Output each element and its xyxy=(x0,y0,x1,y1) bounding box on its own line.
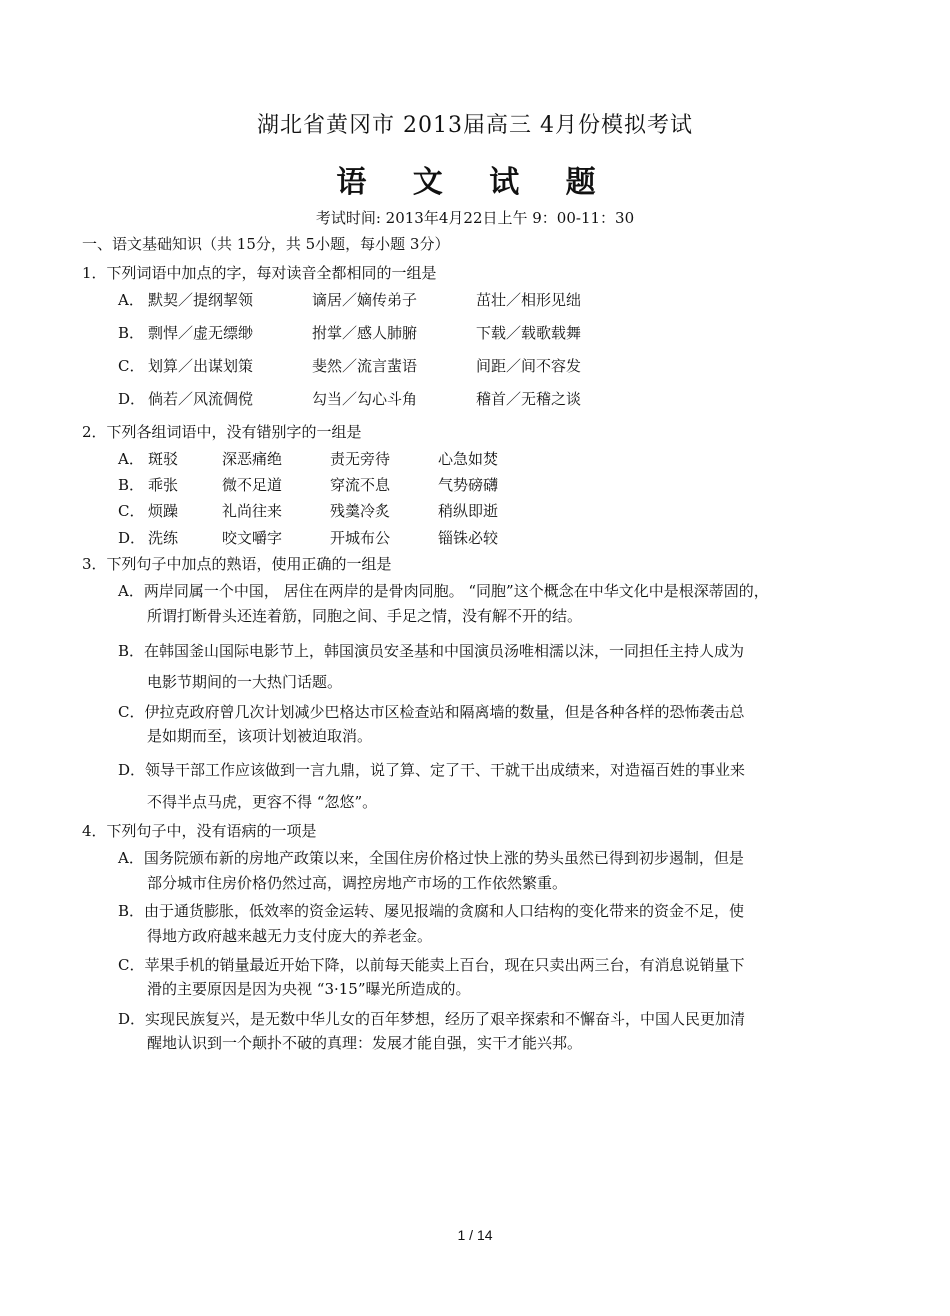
word-pair: 谪居／嫡传弟子 xyxy=(312,291,418,309)
word-pair: 斐然／流言蜚语 xyxy=(312,357,418,375)
option-label: C． xyxy=(118,502,145,520)
question-4-option-d-line2: 醒地认识到一个颠扑不破的真理：发展才能自强，实干才能兴邦。 xyxy=(147,1034,583,1052)
word: 穿流不息 xyxy=(330,476,391,494)
word: 责无旁待 xyxy=(330,450,391,468)
exam-title: 湖北省黄冈市 2013届高三 4月份模拟考试 xyxy=(257,113,693,138)
word-pair: 剽悍／虚无缥缈 xyxy=(148,324,254,342)
word: 稍纵即逝 xyxy=(438,502,499,520)
question-4-option-d-line1: D．实现民族复兴，是无数中华儿女的百年梦想，经历了艰辛探索和不懈奋斗，中国人民更加清 xyxy=(118,1010,746,1028)
word: 深恶痛绝 xyxy=(222,450,283,468)
word: 心急如焚 xyxy=(438,450,499,468)
word: 残羹冷炙 xyxy=(330,502,391,520)
word: 洗练 xyxy=(148,529,179,547)
page-number: 1 / 14 xyxy=(457,1227,493,1243)
word-pair: 勾当／勾心斗角 xyxy=(312,390,418,408)
word: 乖张 xyxy=(148,476,179,494)
word-pair: 拊掌／感人肺腑 xyxy=(312,324,418,342)
question-4-option-c-line2: 滑的主要原因是因为央视 “3·15”曝光所造成的。 xyxy=(147,980,471,998)
word-pair: 划算／出谋划策 xyxy=(148,357,254,375)
question-3-option-c-line2: 是如期而至，该项计划被迫取消。 xyxy=(147,727,373,745)
word-pair: 间距／间不容发 xyxy=(476,357,582,375)
word-pair: 默契／提纲挈领 xyxy=(148,291,254,309)
question-4-option-b-line2: 得地方政府越来越无力支付庞大的养老金。 xyxy=(147,927,433,945)
question-4-option-a-line1: A．国务院颁布新的房地产政策以来，全国住房价格过快上涨的势头虽然已得到初步遏制，但是 xyxy=(118,849,744,867)
word-pair: 下载／载歌载舞 xyxy=(476,324,582,342)
word-pair: 倘若／风流倜傥 xyxy=(148,390,254,408)
word: 斑驳 xyxy=(148,450,179,468)
word: 烦躁 xyxy=(148,502,179,520)
question-4-option-b-line1: B．由于通货膨胀，低效率的资金运转、屡见报端的贪腐和人口结构的变化带来的资金不足，使 xyxy=(118,902,745,920)
question-3-option-a-line1: A．两岸同属一个中国， 居住在两岸的是骨肉同胞。 “同胞”这个概念在中华文化中是根深蒂固的， xyxy=(118,582,769,600)
word-pair: 稽首／无稽之谈 xyxy=(476,390,582,408)
question-1-stem: 1．下列词语中加点的字，每对读音全都相同的一组是 xyxy=(82,264,437,282)
subject-title: 语 文 试 题 xyxy=(336,165,614,200)
question-3-option-b-line1: B．在韩国釜山国际电影节上，韩国演员安圣基和中国演员汤唯相濡以沫，一同担任主持人成为 xyxy=(118,642,745,660)
exam-time: 考试时间: 2013年4月22日上午 9：00-11：30 xyxy=(315,209,635,227)
question-3-option-b-line2: 电影节期间的一大热门话题。 xyxy=(147,673,343,691)
question-2-stem: 2．下列各组词语中，没有错别字的一组是 xyxy=(82,423,362,441)
option-label: D． xyxy=(118,390,146,408)
question-3-option-c-line1: C．伊拉克政府曾几次计划减少巴格达市区检查站和隔离墙的数量，但是各种各样的恐怖袭击总 xyxy=(118,703,745,721)
option-label: A． xyxy=(118,450,144,468)
option-label: B． xyxy=(118,476,145,494)
question-3-stem: 3．下列句子中加点的熟语，使用正确的一组是 xyxy=(82,555,392,573)
question-3-option-d-line2: 不得半点马虎，更容不得 “忽悠”。 xyxy=(147,793,378,811)
word: 气势磅礴 xyxy=(438,476,499,494)
word: 开城布公 xyxy=(330,529,391,547)
question-3-option-a-line2: 所谓打断骨头还连着筋，同胞之间、手足之情，没有解不开的结。 xyxy=(147,607,583,625)
option-label: A． xyxy=(118,291,144,309)
word: 礼尚往来 xyxy=(222,502,283,520)
question-3-option-d-line1: D．领导干部工作应该做到一言九鼎，说了算、定了干、干就干出成绩来，对造福百姓的事业来 xyxy=(118,761,746,779)
option-label: C． xyxy=(118,357,145,375)
word: 锱铢必较 xyxy=(438,529,499,547)
question-4-option-c-line1: C．苹果手机的销量最近开始下降，以前每天能卖上百台，现在只卖出两三台，有消息说销量下 xyxy=(118,956,745,974)
section-heading: 一、语文基础知识（共 15分，共 5小题，每小题 3分） xyxy=(82,235,450,253)
option-label: B． xyxy=(118,324,145,342)
word: 咬文嚼字 xyxy=(222,529,283,547)
option-label: D． xyxy=(118,529,146,547)
question-4-stem: 4．下列句子中，没有语病的一项是 xyxy=(82,822,317,840)
word-pair: 茁壮／相形见绌 xyxy=(476,291,582,309)
word: 微不足道 xyxy=(222,476,283,494)
question-4-option-a-line2: 部分城市住房价格仍然过高，调控房地产市场的工作依然繁重。 xyxy=(147,874,568,892)
